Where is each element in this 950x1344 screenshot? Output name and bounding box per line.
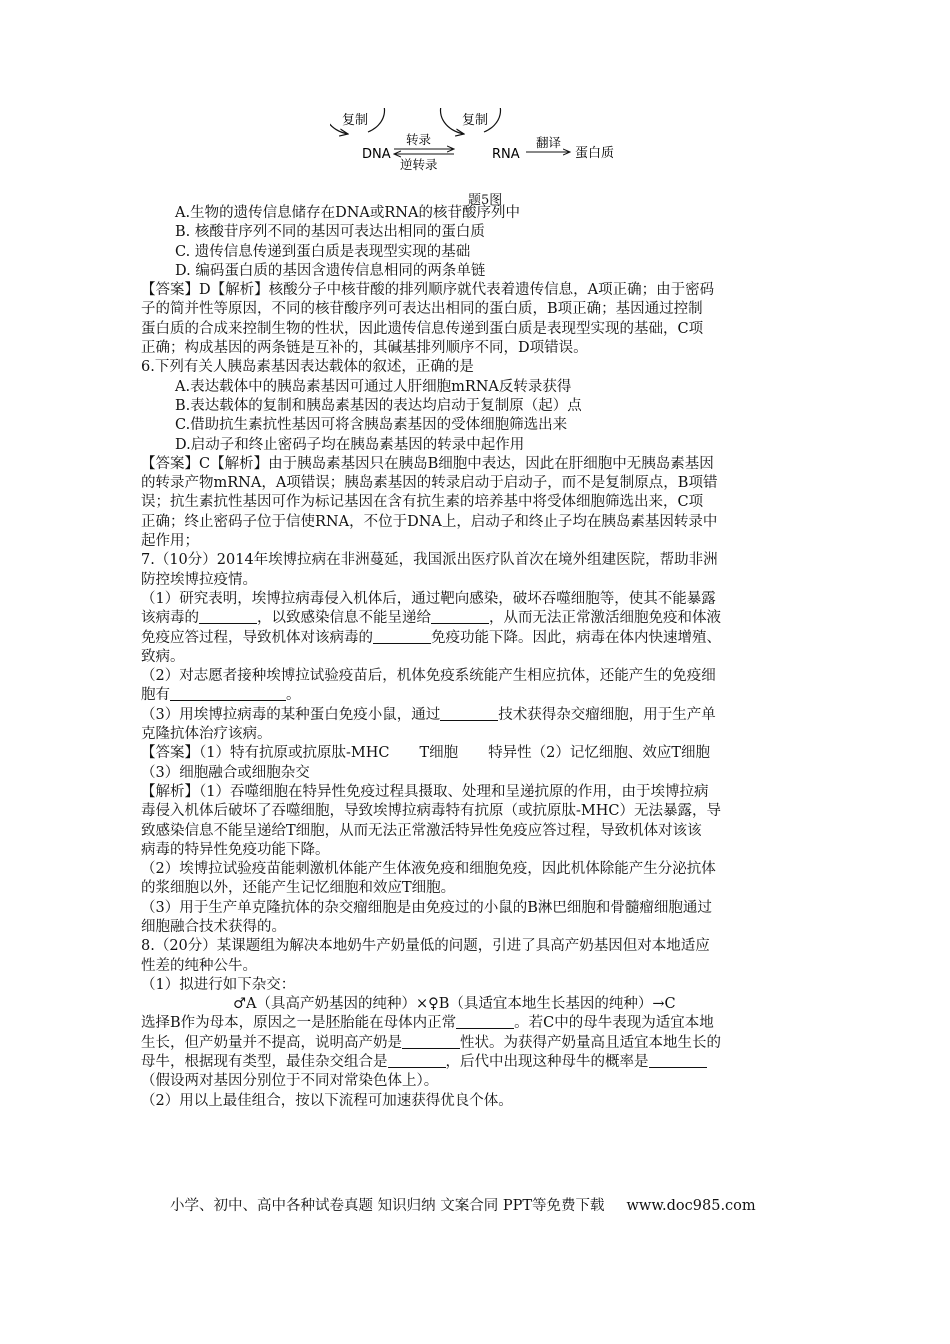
q6-answer-line: 【答案】C【解析】由于胰岛素基因只在胰岛B细胞中表达，因此在肝细胞中无胰岛素基因 xyxy=(141,455,714,472)
q8-part2: （2）用以上最佳组合，按以下流程可加速获得优良个体。 xyxy=(141,1092,513,1109)
q6-option-b: B.表达载体的复制和胰岛素基因的表达均启动于复制原（起）点 xyxy=(175,397,582,414)
q5-option-b: B. 核酸苷序列不同的基因可表达出相同的蛋白质 xyxy=(175,224,485,241)
answer-blank[interactable] xyxy=(649,1053,707,1068)
replicate-label-right: 复制 xyxy=(462,113,489,128)
q5-answer-line: 【答案】D【解析】核酸分子中核苷酸的排列顺序就代表着遗传信息，A项正确；由于密码 xyxy=(141,282,715,299)
q7-explanation: （2）埃博拉试验疫苗能刺激机体能产生体液免疫和细胞免疫，因此机体除能产生分泌抗体 xyxy=(141,861,716,878)
q8-part1: （1）拟进行如下杂交： xyxy=(141,976,296,993)
q6-answer-line: 的转录产物mRNA，A项错误；胰岛素基因的转录启动于启动子，而不是复制原点，B项错 xyxy=(141,475,718,492)
text-segment: 选择B作为母本，原因之一是胚胎能在母体内正常 xyxy=(141,1015,457,1032)
q7-stem: 防控埃博拉疫情。 xyxy=(141,571,257,588)
q8-cross-scheme: ♂A（具高产奶基因的纯种）×♀B（具适宜本地生长基因的纯种）→C xyxy=(233,996,676,1013)
rna-label: RNA xyxy=(492,147,520,162)
q6-option-c: C.借助抗生素抗性基因可将含胰岛素基因的受体细胞筛选出来 xyxy=(175,417,568,434)
q8-part1: （假设两对基因分别位于不同对常染色体上）。 xyxy=(141,1073,439,1090)
text-segment: T细胞 xyxy=(419,745,459,762)
text-segment: 特异性（2）记忆细胞、效应T细胞 xyxy=(488,745,711,762)
q7-answer: （3）细胞融合或细胞杂交 xyxy=(141,764,310,781)
answer-blank[interactable] xyxy=(402,1034,460,1049)
q6-answer-line: 起作用； xyxy=(141,533,199,550)
q7-stem: 7.（10分）2014年埃博拉病在非洲蔓延，我国派出医疗队首次在境外组建医院，帮助非洲 xyxy=(141,552,718,569)
page-footer xyxy=(170,1194,756,1215)
text-segment: ，后代中出现这种母牛的概率是 xyxy=(445,1054,649,1071)
q5-answer-line: 正确；构成基因的两条链是互补的，其碱基排列顺序不同，D项错误。 xyxy=(141,340,588,357)
translation-label: 翻译 xyxy=(536,135,562,150)
answer-blank[interactable] xyxy=(431,609,489,624)
q8-stem: 性差的纯种公牛。 xyxy=(141,957,257,974)
q6-option-d: D.启动子和终止密码子均在胰岛素基因的转录中起作用 xyxy=(175,436,525,453)
text-segment: ，以致感染信息不能呈递给 xyxy=(257,610,431,627)
q7-explanation: 的浆细胞以外，还能产生记忆细胞和效应T细胞。 xyxy=(141,880,456,897)
q7-explanation: 病毒的特异性免疫功能下降。 xyxy=(141,841,330,858)
q8-part1 xyxy=(141,1034,813,1053)
text-segment: 性状。为获得产奶量高且适宜本地生长的 xyxy=(460,1034,721,1051)
footer-text: 小学、初中、高中各种试卷真题 知识归纳 文案合同 PPT等免费下载 xyxy=(170,1198,605,1214)
q7-part1: 致病。 xyxy=(141,648,185,665)
document-body xyxy=(141,204,813,1111)
answer-blank[interactable] xyxy=(199,609,257,624)
text-segment: 免疫应答过程，导致机体对该病毒的 xyxy=(141,629,373,646)
text-segment: 免疫功能下降。因此，病毒在体内快速增殖、 xyxy=(431,629,721,646)
q7-part2: （2）对志愿者接种埃博拉试验疫苗后，机体免疫系统能产生相应抗体，还能产生的免疫细 xyxy=(141,668,716,685)
text-segment: 【答案】（1）特有抗原或抗原肽-MHC xyxy=(141,745,390,762)
dna-label: DNA xyxy=(362,147,391,162)
text-segment: 母牛，根据现有类型，最佳杂交组合是 xyxy=(141,1054,388,1071)
protein-label: 蛋白质 xyxy=(575,146,615,161)
q5-answer-line: 子的简并性等原因，不同的核苷酸序列可表达出相同的蛋白质，B项正确；基因通过控制 xyxy=(141,301,703,318)
q5-answer-line: 蛋白质的合成来控制生物的性状，因此遗传信息传递到蛋白质是表现型实现的基础，C项 xyxy=(141,320,704,337)
q8-stem: 8.（20分）某课题组为解决本地奶牛产奶量低的问题，引进了具高产奶基因但对本地适应 xyxy=(141,938,710,955)
answer-blank[interactable] xyxy=(456,1014,514,1029)
text-segment: 该病毒的 xyxy=(141,610,199,627)
q7-part1 xyxy=(141,629,813,648)
q7-part1: （1）研究表明，埃博拉病毒侵入机体后，通过靶向感染，破坏吞噬细胞等，使其不能暴露 xyxy=(141,590,716,607)
q7-part2 xyxy=(141,686,813,705)
footer-url-link[interactable]: www.doc985.com xyxy=(626,1198,756,1214)
q7-explanation: 细胞融合技术获得的。 xyxy=(141,918,286,935)
answer-blank[interactable] xyxy=(170,686,286,701)
q6-answer-line: 正确；终止密码子位于信使RNA，不位于DNA上，启动子和终止子均在胰岛素基因转录中 xyxy=(141,513,718,530)
q7-explanation: 毒侵入机体后破坏了吞噬细胞，导致埃博拉病毒特有抗原（或抗原肽-MHC）无法暴露，导 xyxy=(141,803,721,820)
text-segment: ，从而无法正常激活细胞免疫和体液 xyxy=(489,610,721,627)
text-segment: 胞有 xyxy=(141,687,170,704)
q6-option-a: A.表达载体中的胰岛素基因可通过人肝细胞mRNA反转录获得 xyxy=(175,378,572,395)
text-segment: 生长，但产奶量并不提高，说明高产奶是 xyxy=(141,1034,402,1051)
text-segment: 技术获得杂交瘤细胞，用于生产单 xyxy=(498,706,716,723)
answer-blank[interactable] xyxy=(388,1053,446,1068)
q6-stem: 6.下列有关人胰岛素基因表达载体的叙述，正确的是 xyxy=(141,359,474,376)
text-segment: 。 xyxy=(286,687,301,704)
q7-part1 xyxy=(141,609,813,628)
q7-part3 xyxy=(141,706,813,725)
replicate-label-left: 复制 xyxy=(342,113,369,128)
q7-explanation: （3）用于生产单克隆抗体的杂交瘤细胞是由免疫过的小鼠的B淋巴细胞和骨髓瘤细胞通过 xyxy=(141,899,712,916)
transcription-label: 转录 xyxy=(406,132,432,147)
q7-explanation: 致感染信息不能呈递给T细胞，从而无法正常激活特异性免疫应答过程，导致机体对该该 xyxy=(141,822,702,839)
q6-answer-line: 误；抗生素抗性基因可作为标记基因在含有抗生素的培养基中将受体细胞筛选出来，C项 xyxy=(141,494,704,511)
q7-part3: 克隆抗体治疗该病。 xyxy=(141,726,272,743)
q8-part1 xyxy=(141,1053,813,1072)
answer-blank[interactable] xyxy=(373,629,431,644)
q7-explanation: 【解析】（1）吞噬细胞在特异性免疫过程具摄取、处理和呈递抗原的作用，由于埃博拉病 xyxy=(141,783,709,800)
q8-part1 xyxy=(141,1014,813,1033)
figure-caption: 题5图 xyxy=(468,193,503,208)
q7-answer xyxy=(141,744,813,763)
q5-option-d: D. 编码蛋白质的基因含遗传信息相同的两条单链 xyxy=(175,262,486,279)
answer-blank[interactable] xyxy=(440,706,498,721)
text-segment: 。若C中的母牛表现为适宜本地 xyxy=(514,1015,714,1032)
q5-option-a: A.生物的遗传信息储存在DNA或RNA的核苷酸序列中 xyxy=(175,205,520,221)
q5-option-c: C. 遗传信息传递到蛋白质是表现型实现的基础 xyxy=(175,243,471,260)
reverse-transcription-label: 逆转录 xyxy=(400,157,438,172)
text-segment: （3）用埃博拉病毒的某种蛋白免疫小鼠，通过 xyxy=(141,706,441,723)
